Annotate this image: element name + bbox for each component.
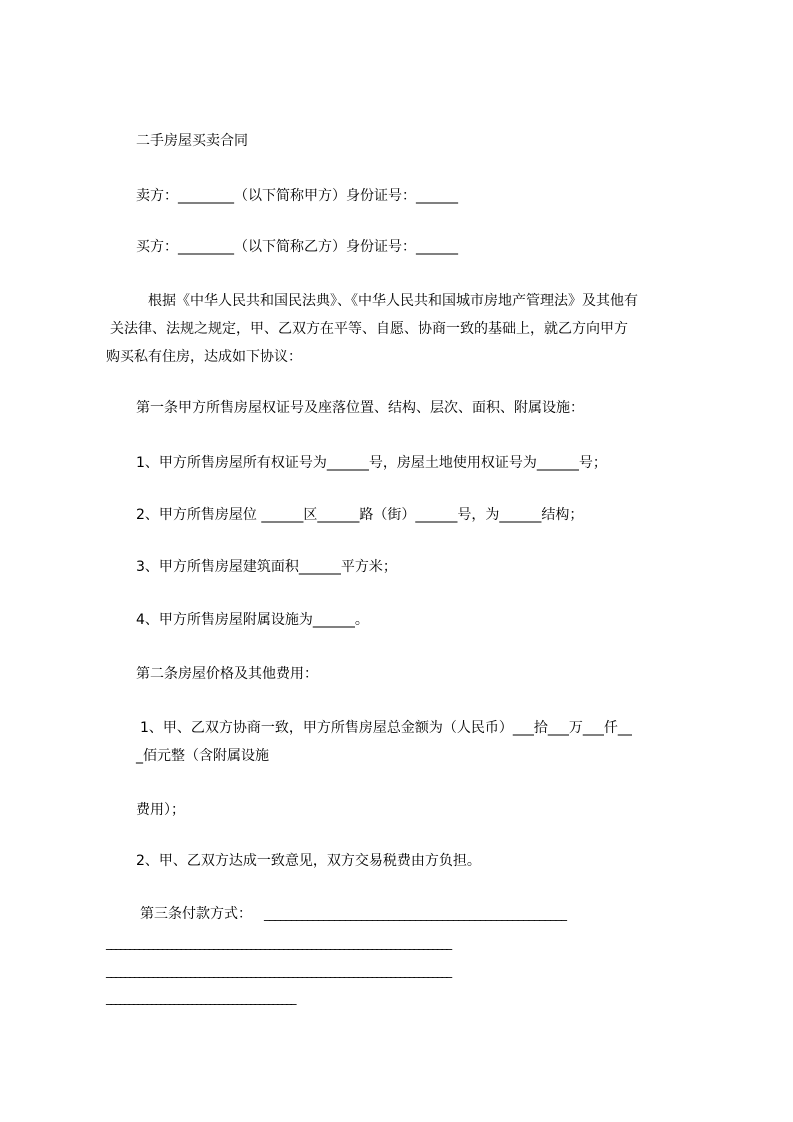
article1-item-2: 2、甲方所售房屋位 ______区______路（街）______号，为______结构；	[136, 507, 584, 523]
preamble-line-1: 根据《中华人民共和国民法典》、《中华人民共和国城市房地产管理法》及其他有	[148, 293, 638, 309]
article3-heading: 第三条付款方式：	[140, 906, 252, 922]
seller-line: 卖方：________（以下简称甲方）身份证号：______	[136, 188, 458, 204]
article1-item-1: 1、甲方所售房屋所有权证号为______号，房屋土地使用权证号为______号；	[136, 455, 607, 471]
article2-item1-line-3: 费用）；	[136, 802, 185, 818]
article3-blank-line-1: __________________________________________________________________________	[106, 936, 451, 950]
article2-item1-line-2: _佰元整（含附属设施	[136, 748, 269, 764]
article2-item1-line-1: 1、甲、乙双方协商一致，甲方所售房屋总金额为（人民币）___拾___万___仟__	[140, 720, 632, 736]
article2-heading: 第二条房屋价格及其他费用：	[136, 666, 318, 682]
article3-first-blank: ________________________________________________________	[264, 907, 567, 921]
preamble-line-2: 关法律、法规之规定，甲、乙双方在平等、自愿、协商一致的基础上，就乙方向甲方	[110, 321, 628, 337]
preamble-line-3: 购买私有住房，达成如下协议：	[106, 349, 302, 365]
article1-item-4: 4、甲方所售房屋附属设施为______。	[136, 612, 369, 628]
article3-blank-line-2: __________________________________________________________________________	[106, 964, 451, 978]
article3-blank-line-3: __________________________________________	[106, 991, 295, 1005]
article1-heading: 第一条甲方所售房屋权证号及座落位置、结构、层次、面积、附属设施：	[136, 400, 584, 416]
article2-item-2: 2、甲、乙双方达成一致意见，双方交易税费由方负担。	[136, 853, 481, 869]
contract-title: 二手房屋买卖合同	[136, 133, 248, 149]
buyer-line: 买方：________（以下简称乙方）身份证号：______	[136, 239, 458, 255]
article1-item-3: 3、甲方所售房屋建筑面积______平方米；	[136, 559, 397, 575]
